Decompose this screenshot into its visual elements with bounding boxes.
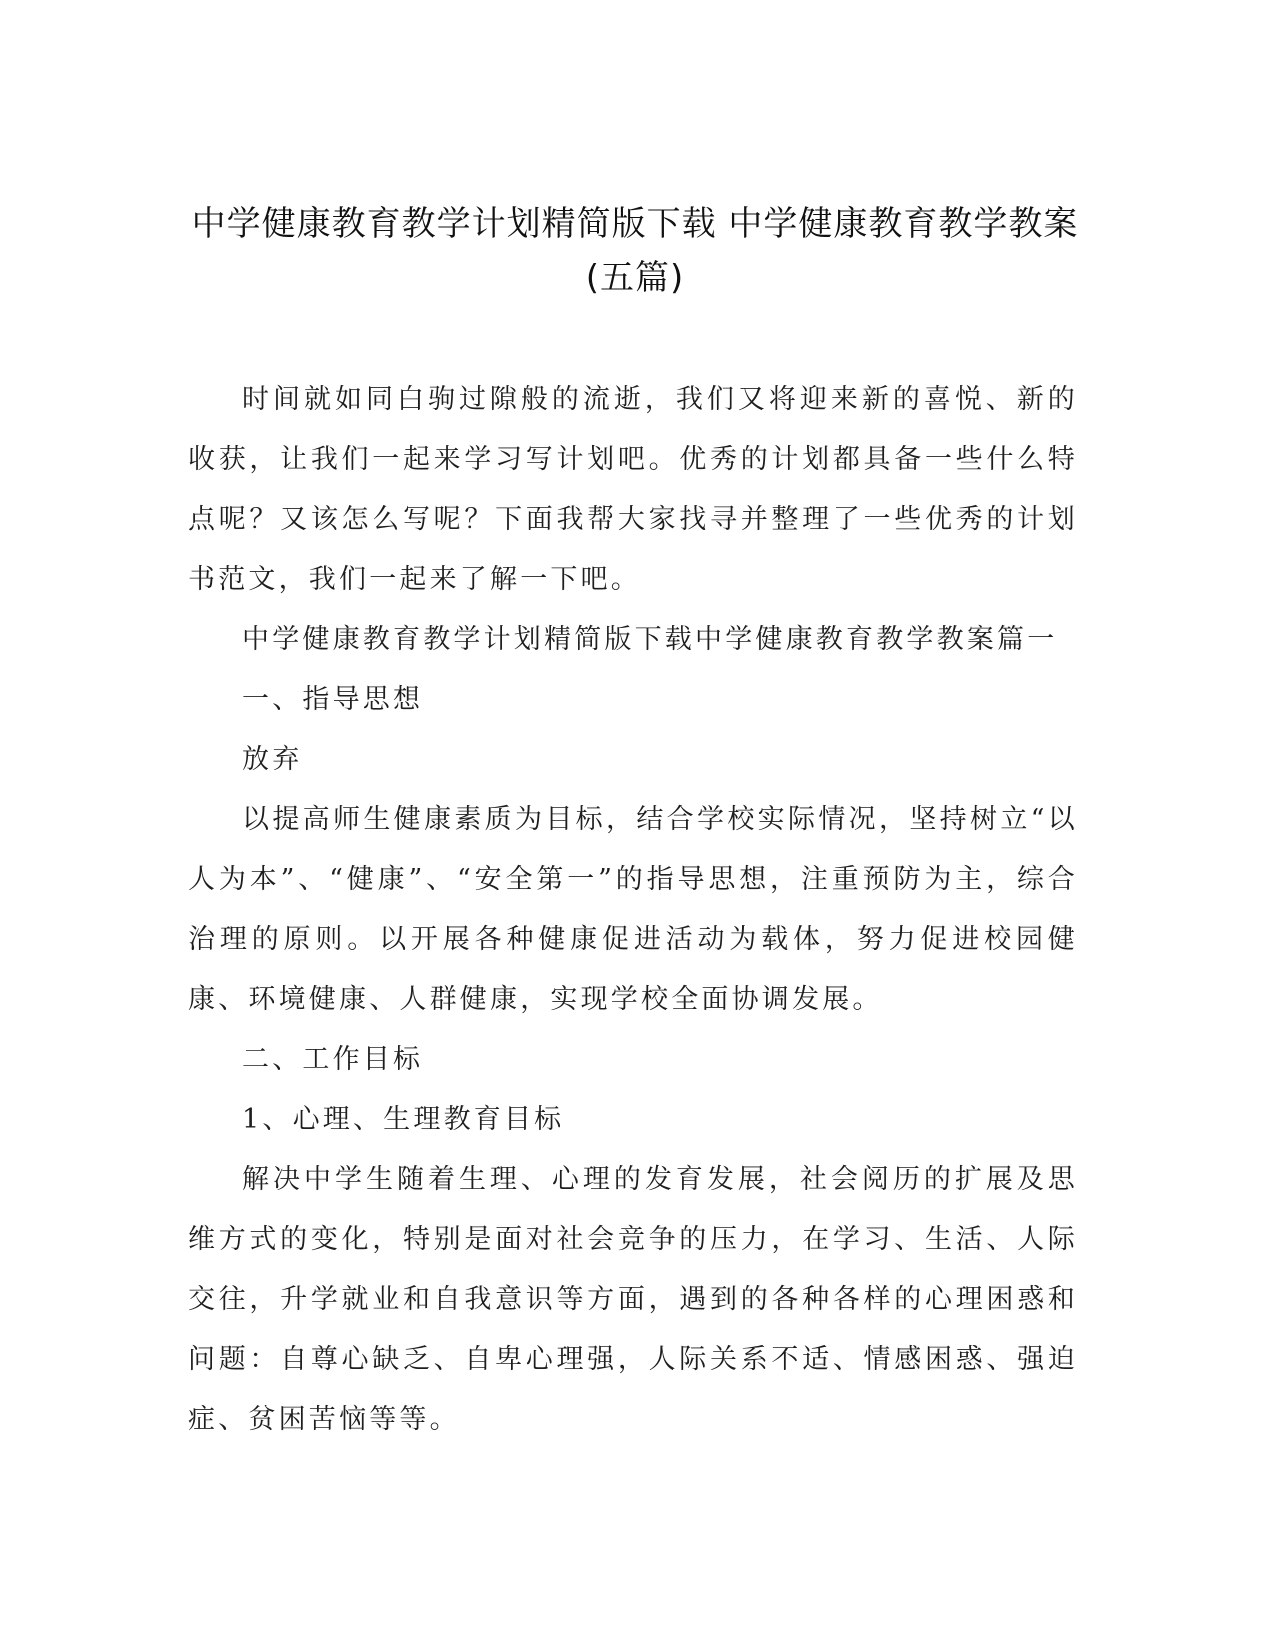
intro-paragraph: 时间就如同白驹过隙般的流逝，我们又将迎来新的喜悦、新的收获，让我们一起来学习写计划吧。优秀的计划都具备一些什么特点呢？又该怎么写呢？下面我帮大家找寻并整理了一些优秀的计划书范文，我们一起来了解一下吧。	[188, 384, 1078, 595]
subheading-psychological-goals: 1、心理、生理教育目标	[242, 1104, 565, 1135]
psychological-goals-paragraph: 解决中学生随着生理、心理的发育发展，社会阅历的扩展及思维方式的变化，特别是面对社会竞争的压力，在学习、生活、人际交往，升学就业和自我意识等方面，遇到的各种各样的心理困惑和问题：自尊心缺乏、自卑心理强，人际关系不适、情感困惑、强迫症、贫困苦恼等等。	[188, 1164, 1078, 1435]
document-body	[188, 370, 1078, 1450]
section-heading-part-one: 中学健康教育教学计划精简版下载中学健康教育教学教案篇一	[242, 624, 1058, 655]
paragraph-short-note: 放弃	[242, 744, 303, 775]
heading-guiding-ideology: 一、指导思想	[242, 684, 424, 715]
guiding-ideology-paragraph: 以提高师生健康素质为目标，结合学校实际情况，坚持树立“以人为本”、“健康”、“安全第一”的指导思想，注重预防为主，综合治理的原则。以开展各种健康促进活动为载体，努力促进校园健康、环境健康、人群健康，实现学校全面协调发展。	[188, 804, 1078, 1015]
heading-work-goals: 二、工作目标	[242, 1044, 424, 1075]
document-title: 中学健康教育教学计划精简版下载 中学健康教育教学教案(五篇)	[191, 204, 1079, 298]
